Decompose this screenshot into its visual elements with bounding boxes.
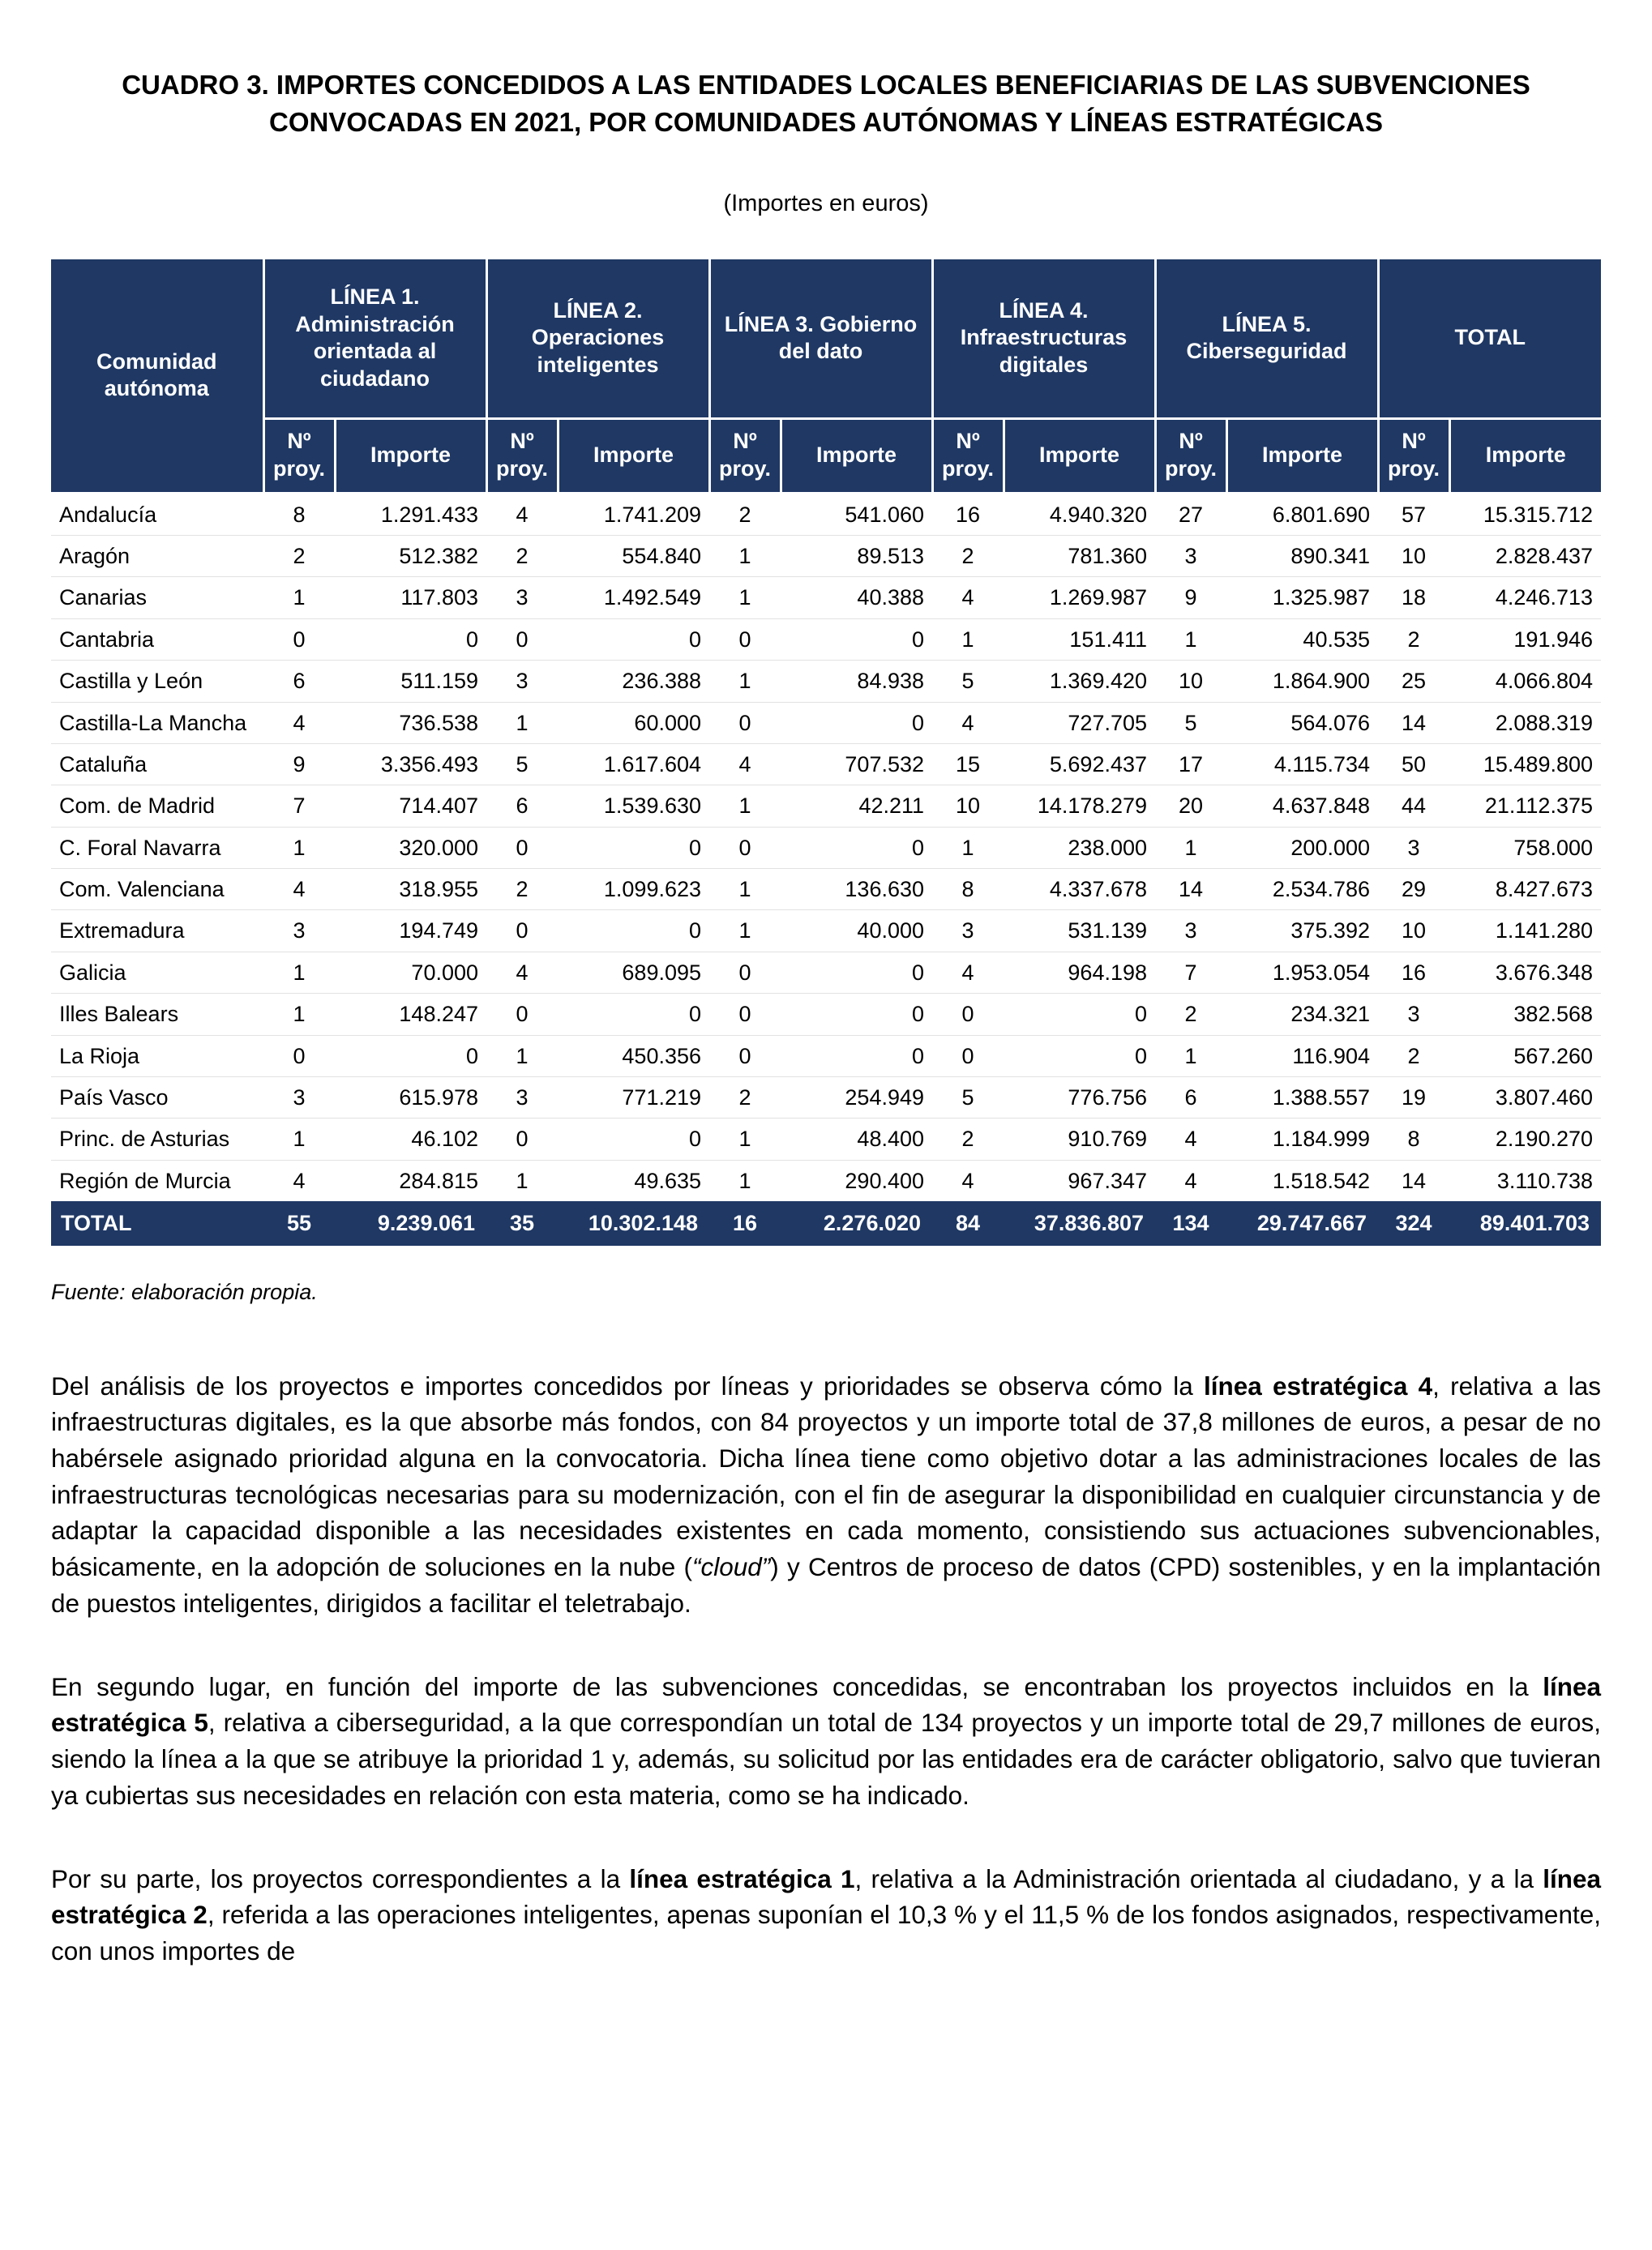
proy-count: 1 xyxy=(263,952,335,993)
proy-count: 1 xyxy=(263,1119,335,1160)
importe-value: 0 xyxy=(781,827,932,868)
proy-count: 6 xyxy=(1155,1077,1226,1119)
importe-value: 4.115.734 xyxy=(1226,743,1378,785)
proy-count: 324 xyxy=(1378,1201,1449,1245)
importe-value: 8.427.673 xyxy=(1449,869,1601,910)
importe-value: 736.538 xyxy=(335,702,486,743)
proy-count: 2 xyxy=(263,535,335,576)
proy-count: 5 xyxy=(486,743,558,785)
importe-value: 40.388 xyxy=(781,577,932,618)
proy-count: 5 xyxy=(932,1077,1004,1119)
importe-value: 194.749 xyxy=(335,910,486,952)
proy-count: 10 xyxy=(1378,910,1449,952)
table-row xyxy=(51,827,1601,868)
importe-value: 0 xyxy=(558,994,709,1035)
page-title: CUADRO 3. IMPORTES CONCEDIDOS A LAS ENTIDADES LOCALES BENEFICIARIAS DE LAS SUBVENCIONES CONVOCADAS EN 2021, POR COMUNIDADES AUTÓNOMAS Y LÍNEAS ESTRATÉGICAS xyxy=(122,70,1530,137)
row-label: Cataluña xyxy=(51,743,263,785)
sub-header-importe: Importe xyxy=(558,418,709,493)
row-label: Princ. de Asturias xyxy=(51,1119,263,1160)
importe-value: 254.949 xyxy=(781,1077,932,1119)
table-row xyxy=(51,661,1601,702)
proy-count: 10 xyxy=(1378,535,1449,576)
importe-value: 1.291.433 xyxy=(335,493,486,535)
proy-count: 1 xyxy=(1155,1035,1226,1076)
proy-count: 0 xyxy=(263,1035,335,1076)
body-paragraph xyxy=(51,1368,1601,1622)
proy-count: 4 xyxy=(932,577,1004,618)
importe-value: 1.141.280 xyxy=(1449,910,1601,952)
importe-value: 1.539.630 xyxy=(558,785,709,827)
importe-value: 554.840 xyxy=(558,535,709,576)
proy-count: 0 xyxy=(263,618,335,660)
proy-count: 4 xyxy=(1155,1160,1226,1201)
importe-value: 615.978 xyxy=(335,1077,486,1119)
proy-count: 2 xyxy=(1378,1035,1449,1076)
importe-value: 890.341 xyxy=(1226,535,1378,576)
importe-value: 1.388.557 xyxy=(1226,1077,1378,1119)
proy-count: 1 xyxy=(1155,827,1226,868)
importe-value: 318.955 xyxy=(335,869,486,910)
importe-value: 148.247 xyxy=(335,994,486,1035)
bold-text: línea estratégica 1 xyxy=(629,1863,855,1893)
importe-value: 1.184.999 xyxy=(1226,1119,1378,1160)
importe-value: 89.513 xyxy=(781,535,932,576)
importe-value: 967.347 xyxy=(1004,1160,1155,1201)
importe-value: 3.110.738 xyxy=(1449,1160,1601,1201)
proy-count: 3 xyxy=(486,661,558,702)
text-run: , relativa a las infraestructuras digitales, es la que absorbe más fondos, con 84 proyectos y un importe total de 37,8 millones de euros, a pesar de no habérsele asignado prioridad alguna en la convocatoria. Dicha línea tiene como objetivo dotar a las administraciones locales de las infraestructuras tecnológicas necesarias para su modernización, con el fin de asegurar la disponibilidad en cualquier circunstancia y de adaptar la capacidad disponible a las necesidades existentes en cada momento, consistiendo sus actuaciones subvencionables, básicamente, en la adopción de soluciones en la nube ( xyxy=(51,1371,1601,1582)
proy-count: 14 xyxy=(1155,869,1226,910)
proy-count: 1 xyxy=(486,1160,558,1201)
proy-count: 3 xyxy=(486,1077,558,1119)
row-label: Castilla y León xyxy=(51,661,263,702)
importe-value: 512.382 xyxy=(335,535,486,576)
text-run: , referida a las operaciones inteligentes, apenas suponían el 10,3 % y el 11,5 % de los fondos asignados, respectivamente, con unos importes de xyxy=(51,1900,1601,1966)
importe-value: 1.518.542 xyxy=(1226,1160,1378,1201)
proy-count: 0 xyxy=(486,1119,558,1160)
importe-value: 191.946 xyxy=(1449,618,1601,660)
proy-count: 1 xyxy=(709,1160,781,1201)
proy-count: 6 xyxy=(486,785,558,827)
importe-value: 60.000 xyxy=(558,702,709,743)
bold-text: línea estratégica 2 xyxy=(51,1863,1602,1930)
table-row xyxy=(51,1160,1601,1201)
importe-value: 382.568 xyxy=(1449,994,1601,1035)
sub-header-nproy: Nº proy. xyxy=(709,418,781,493)
proy-count: 14 xyxy=(1378,702,1449,743)
row-label: Com. Valenciana xyxy=(51,869,263,910)
proy-count: 20 xyxy=(1155,785,1226,827)
proy-count: 57 xyxy=(1378,493,1449,535)
importe-value: 151.411 xyxy=(1004,618,1155,660)
proy-count: 3 xyxy=(1378,994,1449,1035)
importe-value: 707.532 xyxy=(781,743,932,785)
proy-count: 2 xyxy=(486,869,558,910)
proy-count: 4 xyxy=(486,952,558,993)
proy-count: 3 xyxy=(263,1077,335,1119)
row-label: Galicia xyxy=(51,952,263,993)
col-header-linea-5: LÍNEA 5. Ciberseguridad xyxy=(1155,259,1378,418)
importe-value: 2.534.786 xyxy=(1226,869,1378,910)
total-row-label: TOTAL xyxy=(51,1201,263,1245)
importe-value: 4.246.713 xyxy=(1449,577,1601,618)
proy-count: 3 xyxy=(932,910,1004,952)
proy-count: 4 xyxy=(932,952,1004,993)
proy-count: 1 xyxy=(263,577,335,618)
importe-value: 4.637.848 xyxy=(1226,785,1378,827)
table-row xyxy=(51,785,1601,827)
proy-count: 1 xyxy=(932,827,1004,868)
proy-count: 35 xyxy=(486,1201,558,1245)
table-row xyxy=(51,869,1601,910)
col-header-linea-2: LÍNEA 2. Operaciones inteligentes xyxy=(486,259,709,418)
proy-count: 0 xyxy=(486,994,558,1035)
importe-value: 0 xyxy=(781,952,932,993)
sub-header-nproy: Nº proy. xyxy=(1378,418,1449,493)
table-row xyxy=(51,535,1601,576)
importe-value: 1.492.549 xyxy=(558,577,709,618)
proy-count: 2 xyxy=(1378,618,1449,660)
source-note: Fuente: elaboración propia. xyxy=(51,1279,318,1304)
proy-count: 4 xyxy=(263,702,335,743)
importe-value: 48.400 xyxy=(781,1119,932,1160)
importe-value: 2.088.319 xyxy=(1449,702,1601,743)
proy-count: 134 xyxy=(1155,1201,1226,1245)
proy-count: 29 xyxy=(1378,869,1449,910)
importe-value: 0 xyxy=(558,827,709,868)
row-label: Andalucía xyxy=(51,493,263,535)
proy-count: 4 xyxy=(263,1160,335,1201)
table-row xyxy=(51,910,1601,952)
importe-value: 1.953.054 xyxy=(1226,952,1378,993)
proy-count: 0 xyxy=(709,702,781,743)
paragraphs xyxy=(51,1368,1601,1970)
importe-value: 4.940.320 xyxy=(1004,493,1155,535)
importe-value: 2.828.437 xyxy=(1449,535,1601,576)
importe-value: 758.000 xyxy=(1449,827,1601,868)
table-row xyxy=(51,618,1601,660)
importe-value: 375.392 xyxy=(1226,910,1378,952)
importe-value: 541.060 xyxy=(781,493,932,535)
importe-value: 9.239.061 xyxy=(335,1201,486,1245)
proy-count: 4 xyxy=(932,702,1004,743)
proy-count: 2 xyxy=(932,1119,1004,1160)
importe-value: 776.756 xyxy=(1004,1077,1155,1119)
proy-count: 1 xyxy=(709,1119,781,1160)
proy-count: 0 xyxy=(486,910,558,952)
importe-value: 0 xyxy=(1004,1035,1155,1076)
importe-value: 290.400 xyxy=(781,1160,932,1201)
importe-value: 564.076 xyxy=(1226,702,1378,743)
importe-value: 450.356 xyxy=(558,1035,709,1076)
proy-count: 17 xyxy=(1155,743,1226,785)
row-label: País Vasco xyxy=(51,1077,263,1119)
importe-value: 15.489.800 xyxy=(1449,743,1601,785)
proy-count: 18 xyxy=(1378,577,1449,618)
bold-text: línea estratégica 4 xyxy=(1203,1371,1433,1401)
proy-count: 1 xyxy=(709,869,781,910)
importe-value: 0 xyxy=(558,618,709,660)
importe-value: 1.864.900 xyxy=(1226,661,1378,702)
importe-value: 70.000 xyxy=(335,952,486,993)
proy-count: 4 xyxy=(263,869,335,910)
row-label: Región de Murcia xyxy=(51,1160,263,1201)
importe-value: 236.388 xyxy=(558,661,709,702)
importe-value: 5.692.437 xyxy=(1004,743,1155,785)
table-sub-header-row xyxy=(51,418,1601,493)
importe-value: 37.836.807 xyxy=(1004,1201,1155,1245)
text-run: Por su parte, los proyectos correspondientes a la xyxy=(51,1863,630,1893)
importe-value: 46.102 xyxy=(335,1119,486,1160)
text-run: , relativa a la Administración orientada al ciudadano, y a la xyxy=(854,1863,1543,1893)
proy-count: 7 xyxy=(263,785,335,827)
importe-value: 116.904 xyxy=(1226,1035,1378,1076)
text-run: Del análisis de los proyectos e importes concedidos por líneas y prioridades se observa cómo la xyxy=(51,1371,1204,1401)
sub-header-importe: Importe xyxy=(1004,418,1155,493)
importe-value: 15.315.712 xyxy=(1449,493,1601,535)
importe-value: 511.159 xyxy=(335,661,486,702)
row-label: La Rioja xyxy=(51,1035,263,1076)
importe-value: 964.198 xyxy=(1004,952,1155,993)
table-row xyxy=(51,1035,1601,1076)
importe-value: 1.741.209 xyxy=(558,493,709,535)
proy-count: 0 xyxy=(709,827,781,868)
col-header-comunidad-autonoma: Comunidad autónoma xyxy=(51,259,263,493)
proy-count: 4 xyxy=(709,743,781,785)
table-row xyxy=(51,1119,1601,1160)
proy-count: 1 xyxy=(263,994,335,1035)
proy-count: 2 xyxy=(709,1077,781,1119)
proy-count: 1 xyxy=(263,827,335,868)
sub-header-nproy: Nº proy. xyxy=(932,418,1004,493)
proy-count: 2 xyxy=(1155,994,1226,1035)
importe-value: 531.139 xyxy=(1004,910,1155,952)
importe-value: 3.356.493 xyxy=(335,743,486,785)
table-row xyxy=(51,1077,1601,1119)
proy-count: 8 xyxy=(263,493,335,535)
importe-value: 781.360 xyxy=(1004,535,1155,576)
proy-count: 50 xyxy=(1378,743,1449,785)
table-units-subtitle: (Importes en euros) xyxy=(723,190,929,217)
proy-count: 9 xyxy=(1155,577,1226,618)
table-row xyxy=(51,743,1601,785)
importe-value: 320.000 xyxy=(335,827,486,868)
proy-count: 5 xyxy=(932,661,1004,702)
row-label: Extremadura xyxy=(51,910,263,952)
proy-count: 2 xyxy=(932,535,1004,576)
table-row xyxy=(51,577,1601,618)
italic-text: “cloud” xyxy=(692,1552,771,1582)
proy-count: 16 xyxy=(932,493,1004,535)
importe-value: 40.000 xyxy=(781,910,932,952)
proy-count: 16 xyxy=(1378,952,1449,993)
subsidies-table xyxy=(51,259,1601,1246)
sub-header-importe: Importe xyxy=(1226,418,1378,493)
importe-value: 1.369.420 xyxy=(1004,661,1155,702)
importe-value: 1.269.987 xyxy=(1004,577,1155,618)
proy-count: 1 xyxy=(486,702,558,743)
importe-value: 689.095 xyxy=(558,952,709,993)
proy-count: 1 xyxy=(486,1035,558,1076)
importe-value: 0 xyxy=(558,1119,709,1160)
proy-count: 55 xyxy=(263,1201,335,1245)
proy-count: 0 xyxy=(932,1035,1004,1076)
importe-value: 136.630 xyxy=(781,869,932,910)
importe-value: 29.747.667 xyxy=(1226,1201,1378,1245)
importe-value: 21.112.375 xyxy=(1449,785,1601,827)
proy-count: 2 xyxy=(709,493,781,535)
text-run: ) y Centros de proceso de datos (CPD) sostenibles, y en la implantación de puestos inteligentes, dirigidos a facilitar el teletrabajo. xyxy=(51,1552,1601,1618)
table-row xyxy=(51,493,1601,535)
proy-count: 27 xyxy=(1155,493,1226,535)
sub-header-nproy: Nº proy. xyxy=(486,418,558,493)
proy-count: 8 xyxy=(1378,1119,1449,1160)
proy-count: 0 xyxy=(932,994,1004,1035)
importe-value: 1.617.604 xyxy=(558,743,709,785)
proy-count: 44 xyxy=(1378,785,1449,827)
row-label: Illes Balears xyxy=(51,994,263,1035)
sub-header-importe: Importe xyxy=(1449,418,1601,493)
importe-value: 4.066.804 xyxy=(1449,661,1601,702)
proy-count: 3 xyxy=(486,577,558,618)
col-header-total: TOTAL xyxy=(1378,259,1601,418)
row-label: Castilla-La Mancha xyxy=(51,702,263,743)
importe-value: 284.815 xyxy=(335,1160,486,1201)
importe-value: 1.325.987 xyxy=(1226,577,1378,618)
proy-count: 14 xyxy=(1378,1160,1449,1201)
importe-value: 567.260 xyxy=(1449,1035,1601,1076)
importe-value: 0 xyxy=(781,702,932,743)
table-row xyxy=(51,952,1601,993)
proy-count: 3 xyxy=(263,910,335,952)
table-foot xyxy=(51,1201,1601,1245)
proy-count: 2 xyxy=(486,535,558,576)
sub-header-importe: Importe xyxy=(781,418,932,493)
importe-value: 0 xyxy=(335,1035,486,1076)
importe-value: 0 xyxy=(781,1035,932,1076)
proy-count: 84 xyxy=(932,1201,1004,1245)
table-group-header-row xyxy=(51,259,1601,418)
proy-count: 4 xyxy=(1155,1119,1226,1160)
proy-count: 3 xyxy=(1155,910,1226,952)
proy-count: 10 xyxy=(932,785,1004,827)
importe-value: 3.807.460 xyxy=(1449,1077,1601,1119)
importe-value: 0 xyxy=(781,618,932,660)
row-label: Cantabria xyxy=(51,618,263,660)
row-label: Aragón xyxy=(51,535,263,576)
bold-text: línea estratégica 5 xyxy=(51,1671,1601,1738)
importe-value: 727.705 xyxy=(1004,702,1155,743)
col-header-linea-1: LÍNEA 1. Administración orientada al ciudadano xyxy=(263,259,486,418)
proy-count: 15 xyxy=(932,743,1004,785)
importe-value: 1.099.623 xyxy=(558,869,709,910)
importe-value: 42.211 xyxy=(781,785,932,827)
importe-value: 771.219 xyxy=(558,1077,709,1119)
importe-value: 0 xyxy=(781,994,932,1035)
importe-value: 0 xyxy=(558,910,709,952)
importe-value: 714.407 xyxy=(335,785,486,827)
importe-value: 49.635 xyxy=(558,1160,709,1201)
proy-count: 7 xyxy=(1155,952,1226,993)
row-label: Com. de Madrid xyxy=(51,785,263,827)
proy-count: 19 xyxy=(1378,1077,1449,1119)
body-paragraph xyxy=(51,1861,1601,1970)
proy-count: 1 xyxy=(1155,618,1226,660)
importe-value: 910.769 xyxy=(1004,1119,1155,1160)
importe-value: 0 xyxy=(335,618,486,660)
proy-count: 0 xyxy=(709,994,781,1035)
proy-count: 10 xyxy=(1155,661,1226,702)
importe-value: 10.302.148 xyxy=(558,1201,709,1245)
proy-count: 0 xyxy=(709,952,781,993)
proy-count: 5 xyxy=(1155,702,1226,743)
proy-count: 1 xyxy=(709,535,781,576)
proy-count: 9 xyxy=(263,743,335,785)
importe-value: 3.676.348 xyxy=(1449,952,1601,993)
table-row xyxy=(51,702,1601,743)
importe-value: 2.276.020 xyxy=(781,1201,932,1245)
proy-count: 25 xyxy=(1378,661,1449,702)
proy-count: 0 xyxy=(709,618,781,660)
proy-count: 1 xyxy=(709,785,781,827)
proy-count: 16 xyxy=(709,1201,781,1245)
importe-value: 4.337.678 xyxy=(1004,869,1155,910)
text-run: En segundo lugar, en función del importe de las subvenciones concedidas, se encontraban los proyectos incluidos en la xyxy=(51,1671,1543,1701)
importe-value: 14.178.279 xyxy=(1004,785,1155,827)
proy-count: 3 xyxy=(1378,827,1449,868)
proy-count: 1 xyxy=(709,661,781,702)
proy-count: 1 xyxy=(709,577,781,618)
sub-header-nproy: Nº proy. xyxy=(1155,418,1226,493)
table-row xyxy=(51,994,1601,1035)
table-body xyxy=(51,493,1601,1201)
text-run: , relativa a ciberseguridad, a la que correspondían un total de 134 proyectos y un importe total de 29,7 millones de euros, siendo la línea a la que se atribuye la prioridad 1 y, además, su solicitud por las entidades era de carácter obligatorio, salvo que tuvieran ya cubiertas sus necesidades en relación con esta materia, como se ha indicado. xyxy=(51,1708,1601,1810)
proy-count: 6 xyxy=(263,661,335,702)
sub-header-nproy: Nº proy. xyxy=(263,418,335,493)
importe-value: 0 xyxy=(1004,994,1155,1035)
col-header-linea-3: LÍNEA 3. Gobierno del dato xyxy=(709,259,932,418)
proy-count: 4 xyxy=(486,493,558,535)
importe-value: 200.000 xyxy=(1226,827,1378,868)
proy-count: 1 xyxy=(932,618,1004,660)
row-label: C. Foral Navarra xyxy=(51,827,263,868)
proy-count: 3 xyxy=(1155,535,1226,576)
table-total-row xyxy=(51,1201,1601,1245)
body-paragraph xyxy=(51,1669,1601,1814)
proy-count: 8 xyxy=(932,869,1004,910)
importe-value: 84.938 xyxy=(781,661,932,702)
proy-count: 0 xyxy=(709,1035,781,1076)
importe-value: 238.000 xyxy=(1004,827,1155,868)
proy-count: 0 xyxy=(486,618,558,660)
importe-value: 2.190.270 xyxy=(1449,1119,1601,1160)
proy-count: 1 xyxy=(709,910,781,952)
importe-value: 89.401.703 xyxy=(1449,1201,1601,1245)
importe-value: 117.803 xyxy=(335,577,486,618)
col-header-linea-4: LÍNEA 4. Infraestructuras digitales xyxy=(932,259,1155,418)
importe-value: 6.801.690 xyxy=(1226,493,1378,535)
proy-count: 4 xyxy=(932,1160,1004,1201)
sub-header-importe: Importe xyxy=(335,418,486,493)
proy-count: 0 xyxy=(486,827,558,868)
importe-value: 40.535 xyxy=(1226,618,1378,660)
importe-value: 234.321 xyxy=(1226,994,1378,1035)
row-label: Canarias xyxy=(51,577,263,618)
